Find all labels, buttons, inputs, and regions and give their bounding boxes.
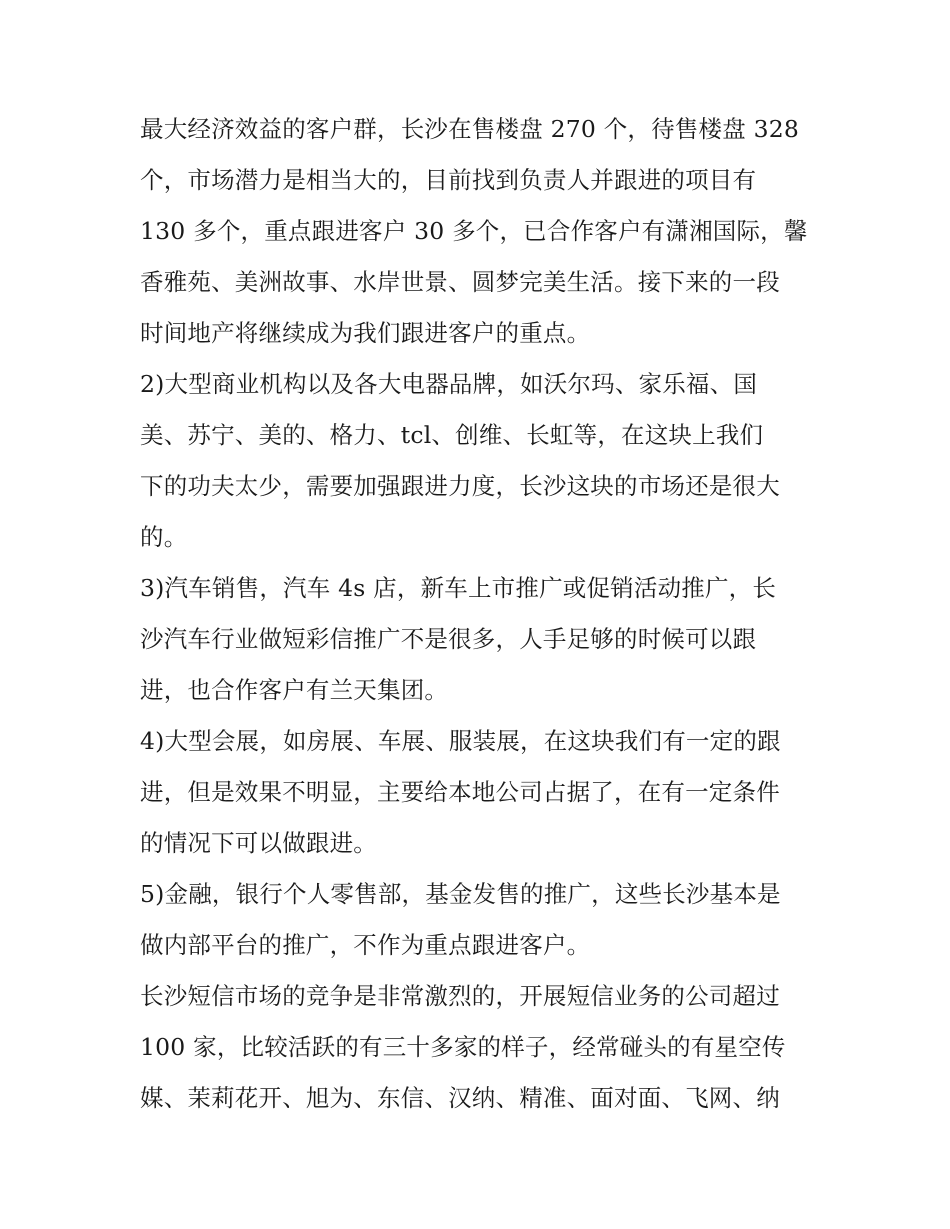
text-line: 长沙短信市场的竞争是非常激烈的，开展短信业务的公司超过 [140,982,780,1010]
text-line: 进，也合作客户有兰天集团。 [140,676,449,704]
text-line: 做内部平台的推广，不作为重点跟进客户。 [140,931,591,959]
text-line: 进，但是效果不明显，主要给本地公司占据了，在有一定条件 [140,778,780,806]
text-line: 媒、茉莉花开、旭为、东信、汉纳、精准、面对面、飞网、纳 [140,1084,780,1112]
text-line: 美、苏宁、美的、格力、tcl、创维、长虹等，在这块上我们 [140,421,764,449]
text-line: 沙汽车行业做短彩信推广不是很多，人手足够的时候可以跟 [140,625,757,653]
text-line: 个，市场潜力是相当大的，目前找到负责人并跟进的项目有 [140,166,757,194]
text-line: 100 家，比较活跃的有三十多家的样子，经常碰头的有星空传 [140,1033,786,1061]
text-line: 3)汽车销售，汽车 4s 店，新车上市推广或促销活动推广，长 [140,574,777,602]
text-line: 2)大型商业机构以及各大电器品牌，如沃尔玛、家乐福、国 [140,370,758,398]
text-line: 时间地产将继续成为我们跟进客户的重点。 [140,319,591,347]
text-line: 香雅苑、美洲故事、水岸世景、圆梦完美生活。接下来的一段 [140,268,780,296]
text-line: 的。 [140,523,188,551]
text-line: 130 多个，重点跟进客户 30 多个，已合作客户有潇湘国际，馨 [140,217,808,245]
text-line: 5)金融，银行个人零售部，基金发售的推广，这些长沙基本是 [140,880,781,908]
text-line: 最大经济效益的客户群，长沙在售楼盘 270 个，待售楼盘 328 [140,115,800,143]
text-line: 4)大型会展，如房展、车展、服装展，在这块我们有一定的跟 [140,727,781,755]
text-line: 的情况下可以做跟进。 [140,829,377,857]
text-line: 下的功夫太少，需要加强跟进力度，长沙这块的市场还是很大 [140,472,780,500]
document-body [140,104,812,1124]
